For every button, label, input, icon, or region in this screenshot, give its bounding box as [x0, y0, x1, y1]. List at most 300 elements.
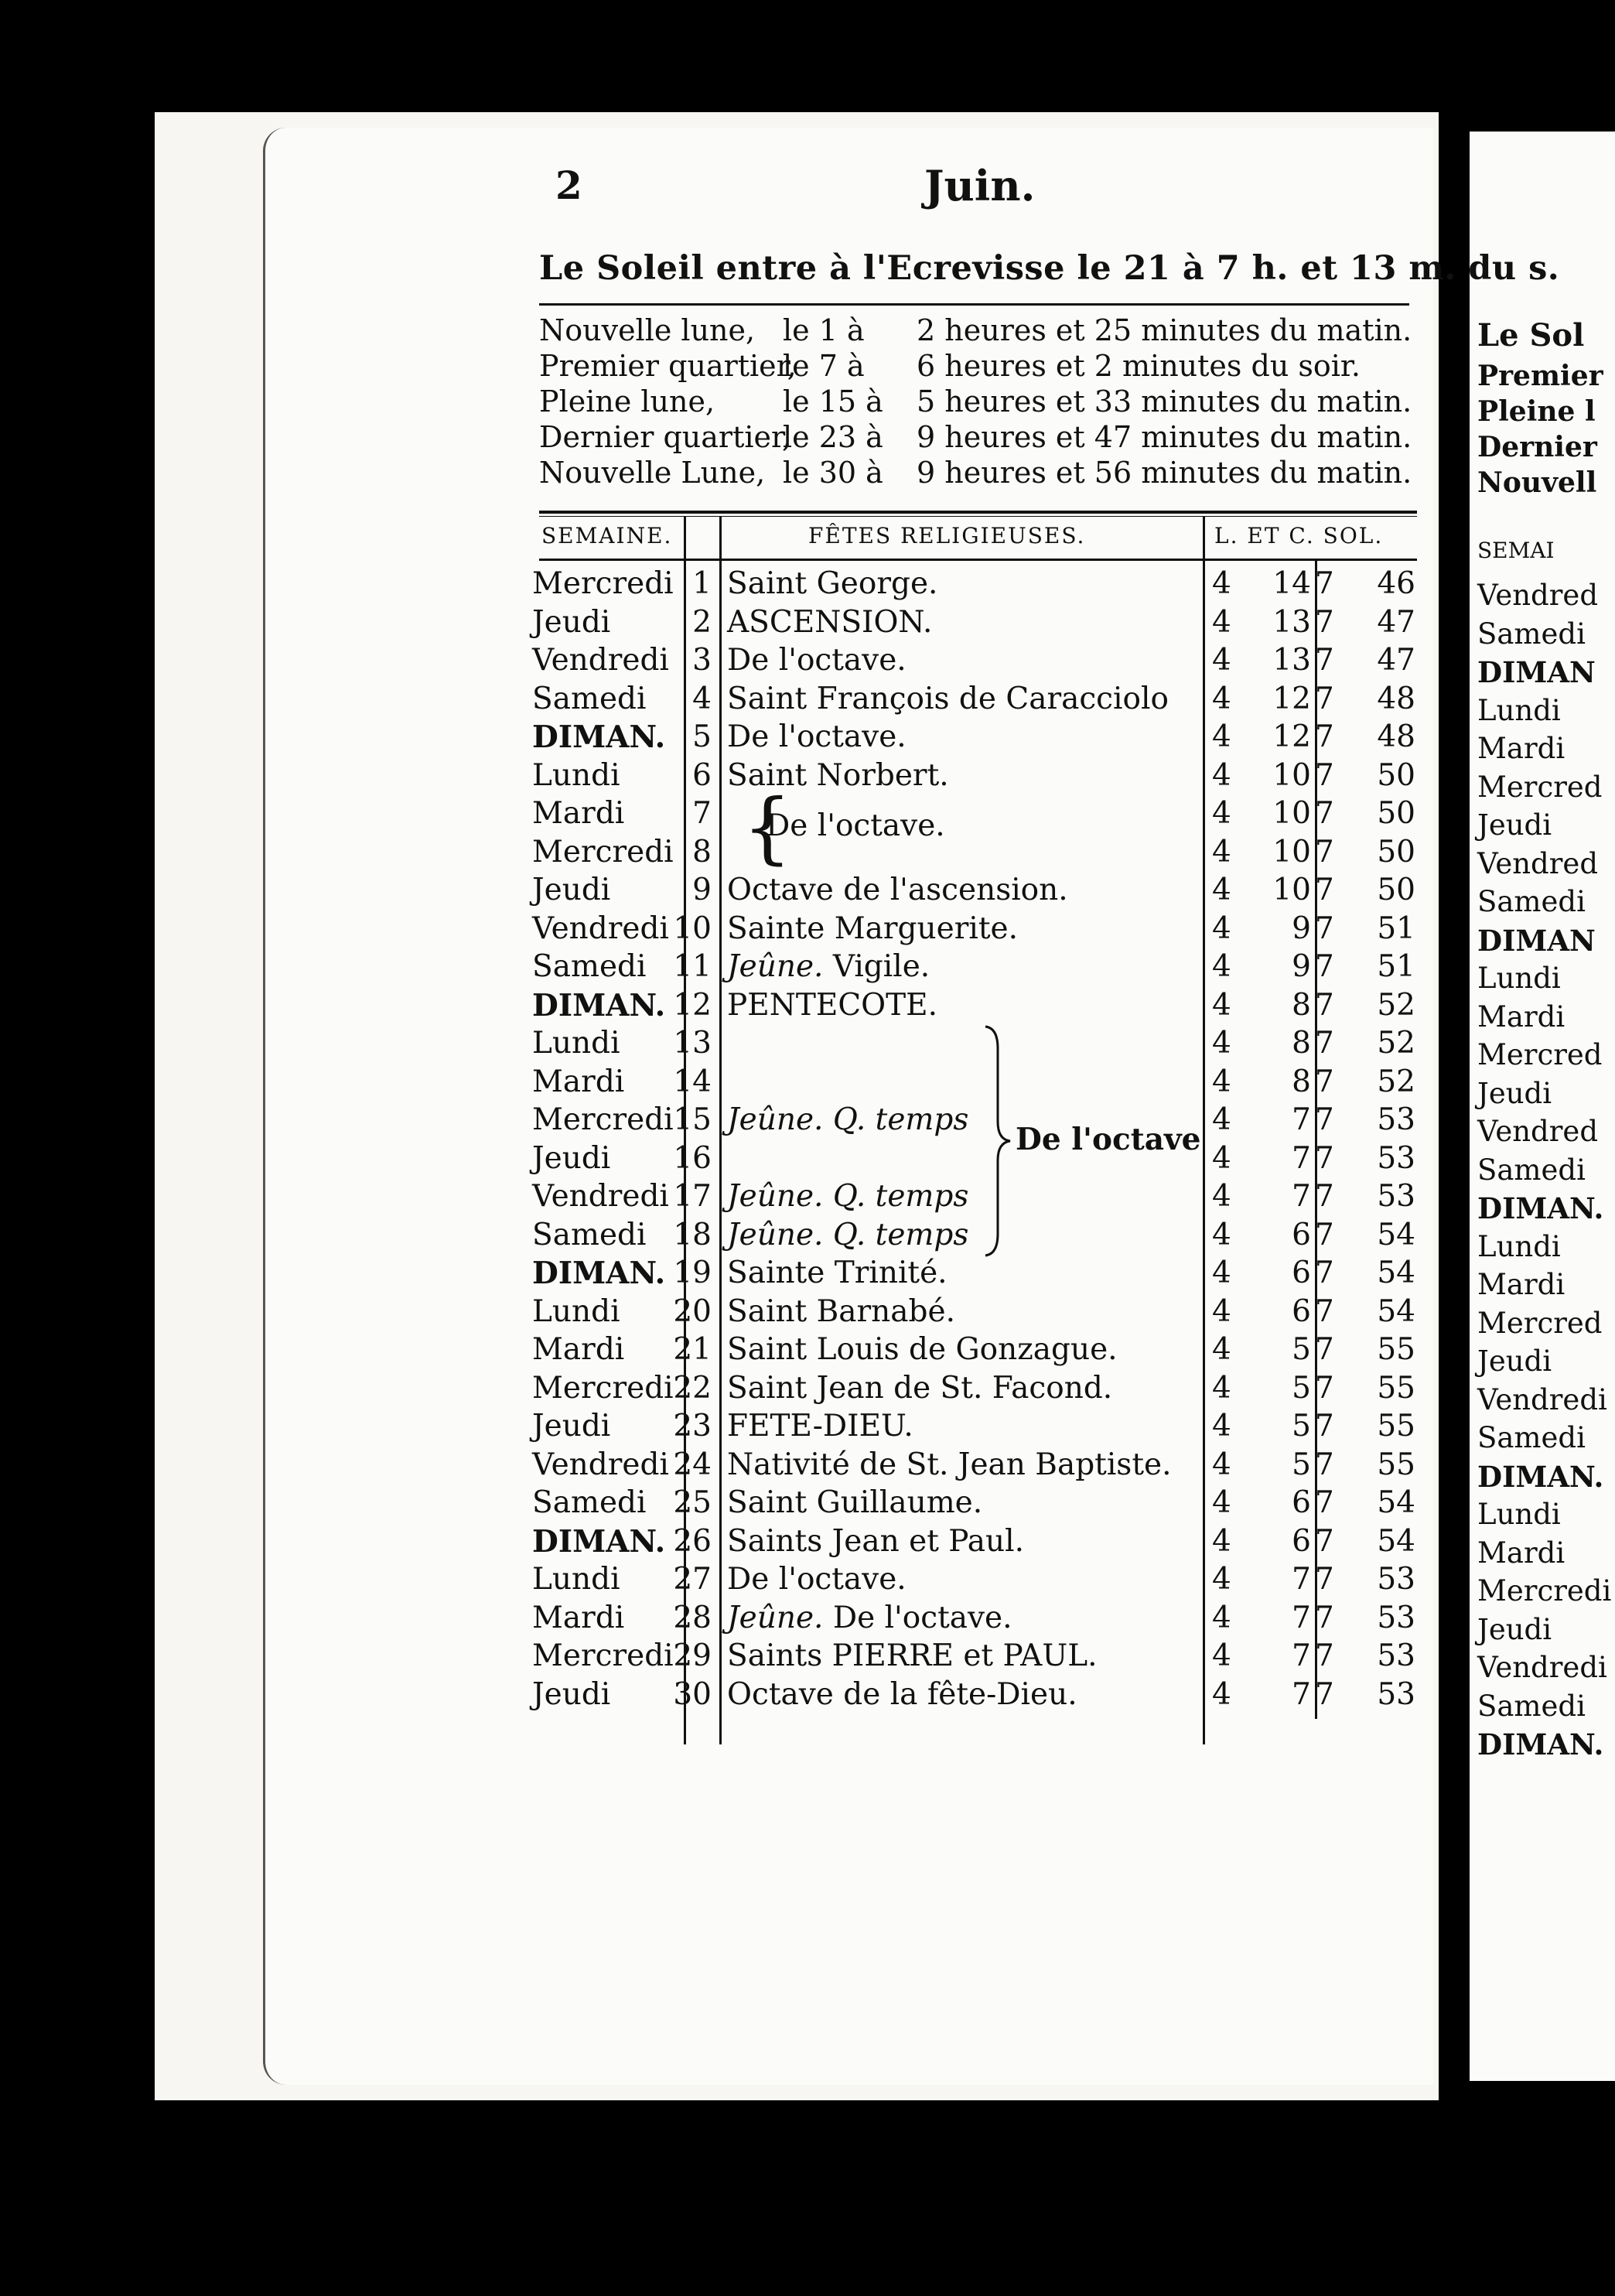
right-page-weekday: Samedi [1477, 1421, 1586, 1454]
feast-text: Nativité de St. Jean Baptiste. [727, 1447, 1172, 1482]
sunset-minute-cell: 55 [1377, 1447, 1415, 1482]
date-cell: 30 [673, 1676, 712, 1712]
table-row [0, 718, 1615, 757]
weekday-cell: Mardi [532, 796, 625, 831]
right-page-weekday: Mercred [1477, 770, 1603, 804]
date-cell: 6 [692, 757, 712, 793]
weekday-cell: Samedi [532, 681, 647, 716]
sunset-minute-cell: 47 [1377, 643, 1415, 678]
right-page-moon-fragment: Pleine l [1477, 395, 1596, 428]
feast-text: Octave de la fête-Dieu. [727, 1676, 1077, 1712]
feast-cell [727, 1254, 947, 1293]
feast-text: Saint Norbert. [727, 757, 949, 793]
weekday-cell: Mardi [532, 1600, 625, 1635]
date-cell: 26 [673, 1523, 712, 1559]
date-cell: 4 [692, 681, 712, 716]
sunrise-minute-cell: 8 [1292, 987, 1311, 1023]
sunrise-minute-cell: 5 [1292, 1447, 1311, 1482]
sunrise-minute-cell: 13 [1272, 604, 1311, 640]
sunset-hour-cell: 7 [1315, 911, 1334, 946]
feast-text: Saints PIERRE et PAUL. [727, 1638, 1098, 1673]
sunset-hour-cell: 7 [1315, 796, 1334, 831]
date-cell: 18 [673, 1217, 712, 1252]
feast-text: De l'octave. [727, 719, 907, 754]
date-cell: 1 [692, 566, 712, 601]
sunrise-hour-cell: 4 [1212, 911, 1231, 946]
weekday-cell: Mercredi [532, 1102, 674, 1137]
right-page-weekday: Jeudi [1477, 1076, 1552, 1110]
feast-cell [727, 1446, 1171, 1485]
weekday-cell: Mercredi [532, 566, 674, 601]
feast-text: Saint François de Caracciolo [727, 681, 1169, 716]
weekday-cell: Mardi [532, 1332, 625, 1367]
sunset-minute-cell: 55 [1377, 1332, 1415, 1367]
sunrise-hour-cell: 4 [1212, 1370, 1231, 1406]
weekday-cell: Lundi [532, 757, 620, 793]
sunrise-minute-cell: 7 [1292, 1676, 1311, 1712]
table-row [0, 1216, 1615, 1255]
sunset-hour-cell: 7 [1315, 1102, 1334, 1137]
feast-text: Vigile. [823, 949, 930, 984]
octave-note-7-8: De l'octave. [766, 808, 945, 843]
right-page-header: SEMAI [1477, 538, 1555, 563]
sunset-hour-cell: 7 [1315, 949, 1334, 984]
right-page-weekday: Mercred [1477, 1038, 1603, 1071]
feast-cell [727, 1331, 1118, 1369]
sunset-minute-cell: 53 [1377, 1638, 1415, 1673]
sunrise-hour-cell: 4 [1212, 1447, 1231, 1482]
sunrise-minute-cell: 12 [1272, 719, 1311, 754]
date-cell: 16 [673, 1140, 712, 1176]
sunset-minute-cell: 55 [1377, 1370, 1415, 1406]
brace-7-8: { [743, 782, 792, 873]
table-row [0, 680, 1615, 719]
feast-text: ASCENSION. [727, 604, 933, 640]
weekday-cell: Vendredi [532, 911, 669, 946]
month-title: Juin. [924, 161, 1036, 210]
feast-cell [727, 680, 1169, 719]
sunset-hour-cell: 7 [1315, 1140, 1334, 1176]
sunset-minute-cell: 50 [1377, 757, 1415, 793]
sunrise-minute-cell: 7 [1292, 1140, 1311, 1176]
table-row [0, 565, 1615, 603]
moon-phase-name: Pleine lune, [539, 384, 715, 419]
moon-phase-date: le 7 à [783, 349, 865, 383]
sunset-hour-cell: 7 [1315, 757, 1334, 793]
feast-text: Saint Barnabé. [727, 1293, 955, 1329]
feast-text: PENTECOTE. [727, 987, 938, 1023]
rule-top [539, 303, 1409, 306]
date-cell: 11 [673, 949, 712, 984]
sunrise-minute-cell: 9 [1292, 949, 1311, 984]
sunrise-hour-cell: 4 [1212, 566, 1231, 601]
right-page-weekday: Vendred [1477, 579, 1599, 612]
feast-text: Saint George. [727, 566, 938, 601]
sunset-hour-cell: 7 [1315, 1332, 1334, 1367]
sunrise-minute-cell: 5 [1292, 1409, 1311, 1444]
table-row [0, 1331, 1615, 1369]
right-page-weekday: Vendred [1477, 846, 1599, 880]
date-cell: 24 [673, 1447, 712, 1482]
weekday-cell: Lundi [532, 1026, 620, 1061]
feast-cell [727, 1676, 1077, 1714]
date-cell: 21 [673, 1332, 712, 1367]
feast-italic: Jeûne. Q. temps [727, 1217, 969, 1252]
sunset-hour-cell: 7 [1315, 1217, 1334, 1252]
sunrise-minute-cell: 8 [1292, 1026, 1311, 1061]
sunset-minute-cell: 53 [1377, 1600, 1415, 1635]
date-cell: 25 [673, 1485, 712, 1520]
right-page-weekday: Mardi [1477, 1268, 1565, 1301]
table-row [0, 1560, 1615, 1599]
right-page-moon-fragment: Premier [1477, 360, 1603, 392]
sunrise-minute-cell: 10 [1272, 834, 1311, 870]
date-cell: 20 [673, 1293, 712, 1329]
date-cell: 9 [692, 873, 712, 907]
sunset-minute-cell: 53 [1377, 1140, 1415, 1176]
weekday-cell: DIMAN. [532, 719, 666, 755]
brace-13-18 [982, 1025, 1013, 1257]
moon-phase-time: 9 heures et 56 minutes du matin. [917, 456, 1412, 490]
sunrise-minute-cell: 7 [1292, 1562, 1311, 1597]
feast-text: Saint Louis de Gonzague. [727, 1332, 1118, 1367]
feast-text: De l'octave. [727, 1562, 907, 1597]
sunset-hour-cell: 7 [1315, 1179, 1334, 1214]
table-row [0, 1599, 1615, 1638]
sunset-hour-cell: 7 [1315, 1562, 1334, 1597]
table-row [0, 1407, 1615, 1446]
sunset-hour-cell: 7 [1315, 1370, 1334, 1406]
right-page-weekday: Lundi [1477, 1498, 1561, 1531]
feast-cell [727, 565, 937, 603]
moon-phase-name: Premier quartier, [539, 349, 797, 383]
date-cell: 28 [673, 1600, 712, 1635]
table-row [0, 948, 1615, 986]
sunrise-hour-cell: 4 [1212, 1600, 1231, 1635]
table-row [0, 757, 1615, 795]
right-page-moon-fragment: Dernier [1477, 431, 1597, 463]
feast-text: FETE-DIEU. [727, 1409, 913, 1444]
moon-phase-time: 2 heures et 25 minutes du matin. [917, 313, 1412, 347]
sunset-minute-cell: 50 [1377, 873, 1415, 907]
feast-italic: Jeûne. [727, 1600, 824, 1635]
octave-note-13-18: De l'octave [1016, 1122, 1201, 1157]
sunset-minute-cell: 50 [1377, 834, 1415, 870]
sunrise-minute-cell: 10 [1272, 757, 1311, 793]
sunset-hour-cell: 7 [1315, 1676, 1334, 1712]
right-page-weekday: Jeudi [1477, 808, 1552, 842]
right-page-weekday: Vendred [1477, 1115, 1599, 1148]
sunset-minute-cell: 53 [1377, 1562, 1415, 1597]
sunset-minute-cell: 46 [1377, 566, 1415, 601]
right-page-weekday: Lundi [1477, 1229, 1561, 1263]
table-row [0, 1522, 1615, 1561]
table-row [0, 1139, 1615, 1178]
sunrise-hour-cell: 4 [1212, 719, 1231, 754]
sunrise-minute-cell: 8 [1292, 1064, 1311, 1099]
moon-phase-time: 9 heures et 47 minutes du matin. [917, 420, 1412, 454]
sunrise-hour-cell: 4 [1212, 681, 1231, 716]
sunrise-hour-cell: 4 [1212, 757, 1231, 793]
table-row [0, 910, 1615, 948]
date-cell: 12 [673, 987, 712, 1023]
weekday-cell: Jeudi [532, 873, 611, 907]
feast-text: Saint Jean de St. Facond. [727, 1370, 1113, 1406]
sunrise-hour-cell: 4 [1212, 834, 1231, 870]
page-number: 2 [555, 162, 582, 208]
table-row [0, 641, 1615, 680]
header-semaine: SEMAINE. [541, 523, 673, 548]
weekday-cell: Samedi [532, 1485, 647, 1520]
date-cell: 15 [673, 1102, 712, 1137]
weekday-cell: Samedi [532, 949, 647, 984]
sunset-minute-cell: 52 [1377, 1064, 1415, 1099]
header-fetes: FÊTES RELIGIEUSES. [808, 523, 1086, 548]
sunrise-hour-cell: 4 [1212, 1562, 1231, 1597]
date-cell: 5 [692, 719, 712, 754]
feast-cell [727, 1216, 968, 1255]
weekday-cell: Jeudi [532, 1140, 611, 1176]
feast-cell [727, 718, 907, 757]
sunset-hour-cell: 7 [1315, 1523, 1334, 1559]
sunset-minute-cell: 54 [1377, 1523, 1415, 1559]
table-row [0, 603, 1615, 642]
sunrise-minute-cell: 7 [1292, 1102, 1311, 1137]
sunset-minute-cell: 48 [1377, 681, 1415, 716]
table-row [0, 1293, 1615, 1331]
feast-text: De l'octave. [823, 1600, 1012, 1635]
sunset-hour-cell: 7 [1315, 566, 1334, 601]
sunset-hour-cell: 7 [1315, 1026, 1334, 1061]
right-page-weekday: Mardi [1477, 732, 1565, 765]
weekday-cell: Mardi [532, 1064, 625, 1099]
weekday-cell: Jeudi [532, 604, 611, 640]
sunset-minute-cell: 50 [1377, 796, 1415, 831]
feast-cell [727, 603, 932, 642]
table-row [0, 1676, 1615, 1714]
moon-phase-date: le 23 à [783, 420, 883, 454]
right-page-weekday: Samedi [1477, 1689, 1586, 1723]
sunset-hour-cell: 7 [1315, 1638, 1334, 1673]
sunrise-hour-cell: 4 [1212, 1485, 1231, 1520]
date-cell: 10 [673, 911, 712, 946]
sunrise-minute-cell: 12 [1272, 681, 1311, 716]
sunset-minute-cell: 55 [1377, 1409, 1415, 1444]
feast-text: Saint Guillaume. [727, 1485, 983, 1520]
sunset-hour-cell: 7 [1315, 643, 1334, 678]
date-cell: 14 [673, 1064, 712, 1099]
sunset-hour-cell: 7 [1315, 1256, 1334, 1290]
weekday-cell: Vendredi [532, 1447, 669, 1482]
sunset-hour-cell: 7 [1315, 1293, 1334, 1329]
table-row [0, 1446, 1615, 1485]
weekday-cell: DIMAN. [532, 1523, 666, 1560]
feast-text: Saints Jean et Paul. [727, 1523, 1025, 1559]
feast-cell [727, 1637, 1098, 1676]
sunrise-hour-cell: 4 [1212, 1523, 1231, 1559]
sunrise-hour-cell: 4 [1212, 1638, 1231, 1673]
right-page-weekday: Mardi [1477, 999, 1565, 1034]
weekday-cell: DIMAN. [532, 987, 666, 1023]
feast-cell [727, 1599, 1012, 1638]
weekday-cell: Jeudi [532, 1676, 611, 1712]
date-cell: 2 [692, 604, 712, 640]
feast-text: Octave de l'ascension. [727, 873, 1068, 907]
sunset-minute-cell: 53 [1377, 1102, 1415, 1137]
sunrise-minute-cell: 6 [1292, 1256, 1311, 1290]
feast-cell [727, 1484, 982, 1522]
sunset-minute-cell: 54 [1377, 1217, 1415, 1252]
table-row [0, 1637, 1615, 1676]
right-page-weekday: Mercredi [1477, 1574, 1612, 1608]
sunrise-hour-cell: 4 [1212, 1676, 1231, 1712]
weekday-cell: Vendredi [532, 643, 669, 678]
right-page-weekday: DIMAN [1477, 923, 1596, 958]
sunset-minute-cell: 47 [1377, 604, 1415, 640]
sunset-hour-cell: 7 [1315, 1600, 1334, 1635]
sunset-minute-cell: 54 [1377, 1293, 1415, 1329]
right-page-weekday: Jeudi [1477, 1612, 1552, 1646]
table-row [0, 1369, 1615, 1408]
sunset-minute-cell: 51 [1377, 911, 1415, 946]
right-page-weekday: DIMAN. [1477, 1727, 1604, 1761]
feast-cell [727, 948, 930, 986]
table-row [0, 1024, 1615, 1063]
feast-italic: Jeûne. [727, 949, 824, 984]
feast-cell [727, 641, 907, 680]
weekday-cell: Mercredi [532, 834, 674, 870]
moon-phase-date: le 15 à [783, 384, 883, 419]
sunset-hour-cell: 7 [1315, 1485, 1334, 1520]
sunrise-hour-cell: 4 [1212, 1217, 1231, 1252]
sunset-minute-cell: 48 [1377, 719, 1415, 754]
feast-cell [727, 1407, 913, 1446]
feast-cell [727, 910, 1018, 948]
weekday-cell: Jeudi [532, 1409, 611, 1444]
sunrise-minute-cell: 6 [1292, 1523, 1311, 1559]
feast-cell [727, 1560, 907, 1599]
sunrise-minute-cell: 9 [1292, 911, 1311, 946]
right-page-weekday: Samedi [1477, 617, 1586, 651]
sunrise-hour-cell: 4 [1212, 1140, 1231, 1176]
sunrise-minute-cell: 13 [1272, 643, 1311, 678]
sunrise-hour-cell: 4 [1212, 1256, 1231, 1290]
moon-phase-name: Dernier quartier, [539, 420, 792, 454]
sunrise-hour-cell: 4 [1212, 987, 1231, 1023]
right-page-weekday: Vendredi [1477, 1382, 1607, 1416]
sunrise-minute-cell: 10 [1272, 873, 1311, 907]
sunset-hour-cell: 7 [1315, 873, 1334, 907]
sunset-hour-cell: 7 [1315, 1064, 1334, 1099]
sunrise-minute-cell: 6 [1292, 1485, 1311, 1520]
table-row [0, 1177, 1615, 1216]
moon-phase-time: 6 heures et 2 minutes du soir. [917, 349, 1361, 383]
right-page-weekday: DIMAN. [1477, 1191, 1604, 1225]
rule-header-bottom [539, 559, 1417, 561]
right-page-weekday: Mercred [1477, 1306, 1603, 1340]
header-sol: L. ET C. SOL. [1214, 523, 1384, 548]
sunrise-hour-cell: 4 [1212, 1409, 1231, 1444]
feast-cell [727, 1369, 1112, 1408]
table-row [0, 1063, 1615, 1102]
table-row [0, 1254, 1615, 1293]
right-page-weekday: Mardi [1477, 1536, 1565, 1570]
table-row [0, 1484, 1615, 1522]
feast-text: Sainte Trinité. [727, 1256, 947, 1290]
date-cell: 23 [673, 1409, 712, 1444]
table-row [0, 1101, 1615, 1139]
right-page-weekday: Jeudi [1477, 1344, 1552, 1378]
sunrise-hour-cell: 4 [1212, 949, 1231, 984]
sunrise-hour-cell: 4 [1212, 1064, 1231, 1099]
sunset-hour-cell: 7 [1315, 1447, 1334, 1482]
moon-phase-date: le 1 à [783, 313, 865, 347]
date-cell: 17 [673, 1179, 712, 1214]
sunrise-minute-cell: 7 [1292, 1600, 1311, 1635]
sunset-minute-cell: 51 [1377, 949, 1415, 984]
sunrise-hour-cell: 4 [1212, 1026, 1231, 1061]
sunrise-minute-cell: 7 [1292, 1179, 1311, 1214]
sunset-minute-cell: 52 [1377, 987, 1415, 1023]
sunrise-hour-cell: 4 [1212, 796, 1231, 831]
sunrise-hour-cell: 4 [1212, 1293, 1231, 1329]
sunrise-minute-cell: 5 [1292, 1370, 1311, 1406]
sunset-hour-cell: 7 [1315, 681, 1334, 716]
sunrise-hour-cell: 4 [1212, 873, 1231, 907]
weekday-cell: Lundi [532, 1293, 620, 1329]
weekday-cell: Lundi [532, 1562, 620, 1597]
sunset-minute-cell: 54 [1377, 1256, 1415, 1290]
sunset-minute-cell: 53 [1377, 1676, 1415, 1712]
feast-cell [727, 871, 1068, 910]
sunset-minute-cell: 54 [1377, 1485, 1415, 1520]
sunset-hour-cell: 7 [1315, 1409, 1334, 1444]
right-page-sun-line: Le Sol [1477, 317, 1585, 354]
sunrise-hour-cell: 4 [1212, 1102, 1231, 1137]
moon-phase-time: 5 heures et 33 minutes du matin. [917, 384, 1412, 419]
sunrise-hour-cell: 4 [1212, 1332, 1231, 1367]
sunset-hour-cell: 7 [1315, 604, 1334, 640]
moon-phase-name: Nouvelle lune, [539, 313, 756, 347]
weekday-cell: Mercredi [532, 1370, 674, 1406]
sunset-minute-cell: 53 [1377, 1179, 1415, 1214]
sunrise-hour-cell: 4 [1212, 1179, 1231, 1214]
moon-phase-name: Nouvelle Lune, [539, 456, 766, 490]
feast-cell [727, 1177, 968, 1216]
sunrise-minute-cell: 6 [1292, 1293, 1311, 1329]
date-cell: 22 [673, 1370, 712, 1406]
sunrise-minute-cell: 10 [1272, 796, 1311, 831]
right-page-moon-fragment: Nouvell [1477, 466, 1597, 499]
right-page-weekday: Samedi [1477, 1153, 1586, 1187]
sunset-hour-cell: 7 [1315, 719, 1334, 754]
sunset-hour-cell: 7 [1315, 987, 1334, 1023]
feast-text: Sainte Marguerite. [727, 911, 1018, 946]
table-row [0, 871, 1615, 910]
sunrise-minute-cell: 6 [1292, 1217, 1311, 1252]
right-page-weekday: Samedi [1477, 885, 1586, 918]
right-page-weekday: Vendredi [1477, 1651, 1607, 1684]
weekday-cell: Mercredi [532, 1638, 674, 1673]
feast-italic: Jeûne. Q. temps [727, 1102, 969, 1137]
date-cell: 3 [692, 643, 712, 678]
feast-cell [727, 1293, 955, 1331]
date-cell: 7 [692, 796, 712, 831]
feast-text: De l'octave. [727, 643, 907, 678]
right-page-weekday: DIMAN. [1477, 1459, 1604, 1494]
sunrise-hour-cell: 4 [1212, 643, 1231, 678]
rule-table-top-2 [539, 516, 1417, 517]
